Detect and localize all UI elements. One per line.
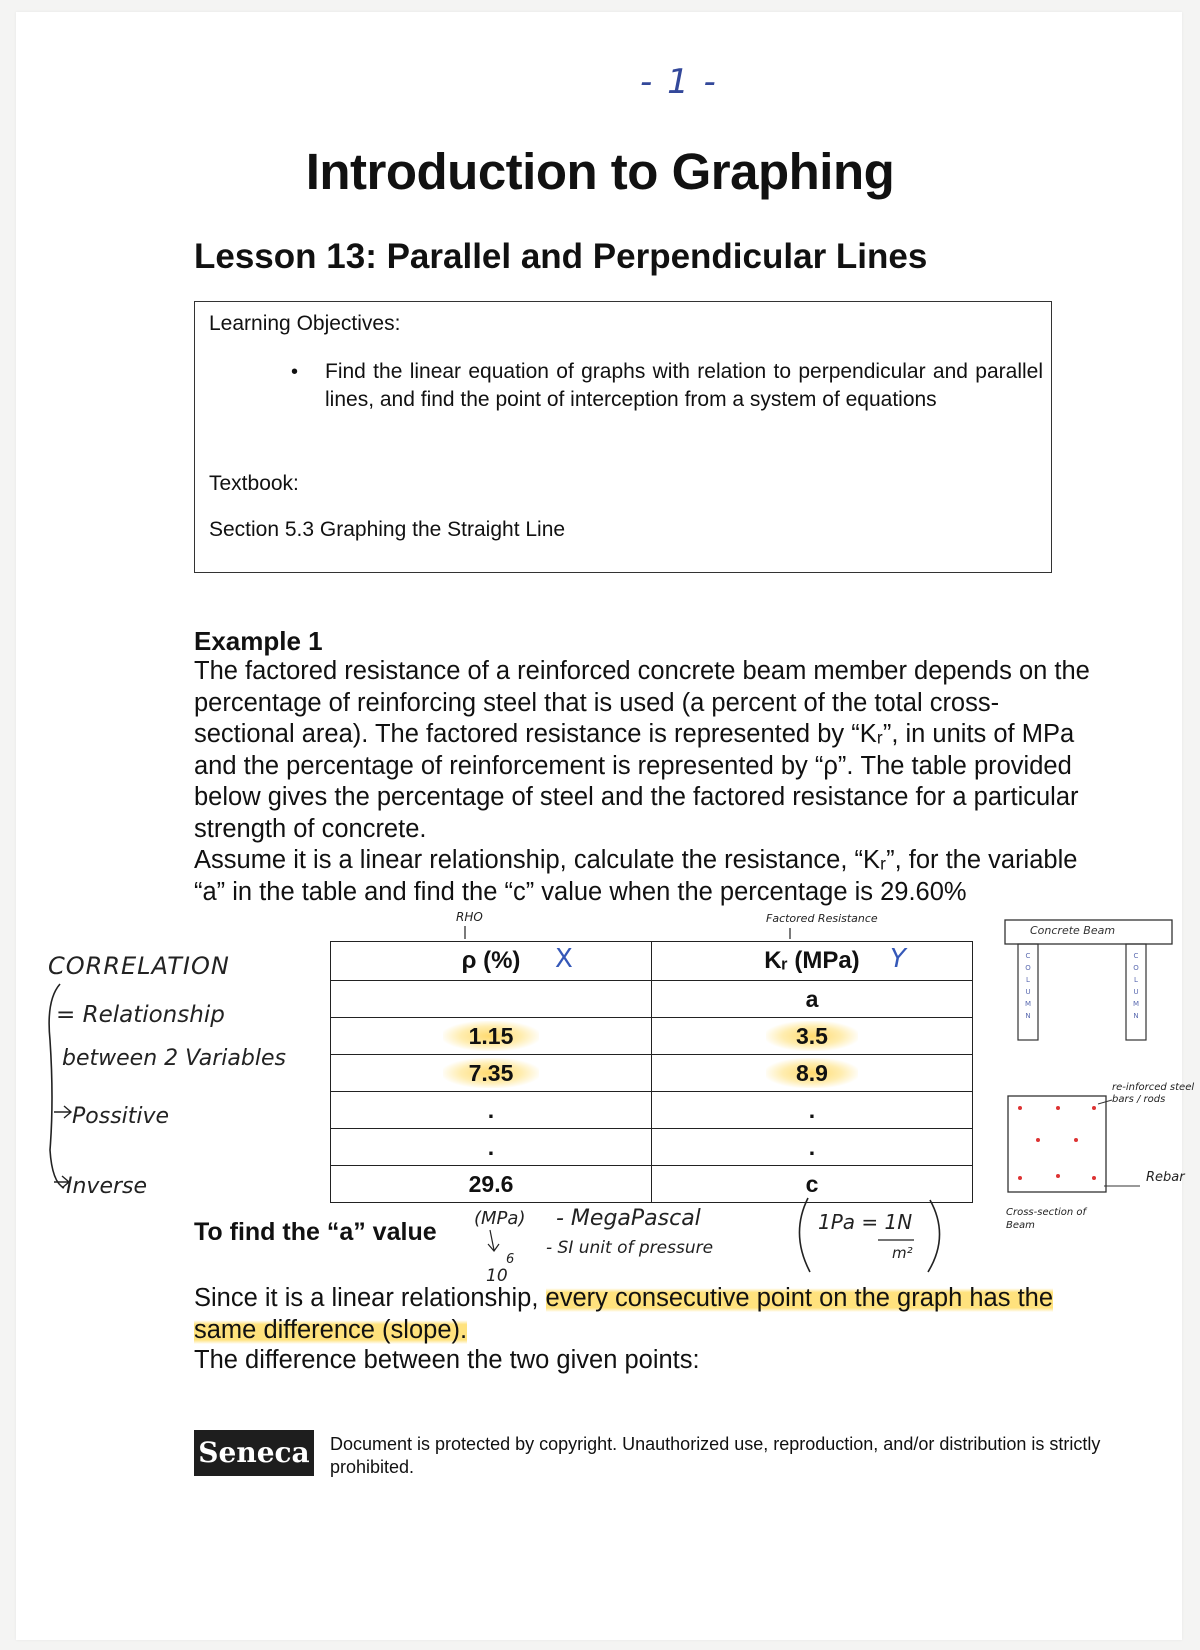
header-kr: Kᵣ (MPa)	[652, 942, 973, 981]
handwritten-correlation: CORRELATION	[48, 952, 230, 980]
lesson-heading: Lesson 13: Parallel and Perpendicular Lines	[194, 237, 928, 276]
highlighted-value: 1.15	[443, 1021, 540, 1051]
arrow-icon	[54, 1106, 71, 1118]
table-cell: .	[331, 1092, 652, 1129]
example-task: Assume it is a linear relationship, calculate the resistance, “Kᵣ”, for the variable “a” in the table and find the “c” value when the percentage is 29.60%	[194, 846, 1078, 906]
textbook-heading: Textbook:	[209, 472, 299, 495]
difference-line: The difference between the two given points:	[194, 1346, 700, 1374]
objective-text: Find the linear equation of graphs with relation to perpendicular and parallel lines, and find the point of interception from a system of equations	[325, 360, 1043, 411]
handwritten-beam-title: Concrete Beam	[1030, 924, 1116, 937]
handwritten-rebar: Rebar	[1146, 1170, 1185, 1185]
column-right-letter: U	[1133, 988, 1139, 996]
column-left-letter: L	[1026, 976, 1030, 984]
bullet-icon: •	[291, 361, 299, 383]
column-right-letter: L	[1134, 976, 1138, 984]
example-title: Example 1	[194, 626, 323, 656]
right-paren	[928, 1200, 940, 1272]
copyright-notice: Document is protected by copyright. Unauthorized use, reproduction, and/or distribution is strictly prohibited.	[330, 1434, 1101, 1477]
column-left-letter: M	[1024, 1000, 1032, 1008]
handwritten-exponent: 6	[506, 1252, 515, 1267]
beam-sketch	[1005, 920, 1172, 944]
handwritten-si-unit: - SI unit of pressure	[546, 1238, 714, 1258]
column-right-label: C	[1133, 952, 1139, 960]
handwritten-pascal-definition: 1Pa = 1N	[818, 1210, 913, 1234]
rebar-pointer	[1098, 1100, 1112, 1104]
handwritten-megapascal: - MegaPascal	[556, 1206, 701, 1231]
column-left-label: C	[1025, 952, 1031, 960]
column-left-letter: N	[1025, 1012, 1031, 1020]
find-a-heading: To find the “a” value	[194, 1218, 437, 1246]
handwritten-positive: Possitive	[72, 1104, 170, 1129]
textbook-section: Section 5.3 Graphing the Straight Line	[209, 518, 566, 541]
table-cell: c	[652, 1166, 973, 1203]
column-right-letter: M	[1132, 1000, 1140, 1008]
since-plain: Since it is a linear relationship,	[194, 1284, 546, 1312]
handwritten-ten: 10	[486, 1266, 508, 1286]
column-right-letter: O	[1133, 964, 1139, 972]
document-title: Introduction to Graphing	[305, 143, 895, 200]
handwritten-cross-section: Cross-section of Beam	[1006, 1207, 1087, 1231]
since-highlight: every consecutive point on the graph has the same difference (slope).	[194, 1284, 1054, 1344]
correlation-bracket	[49, 984, 64, 1188]
rebar-dots	[1018, 1106, 1096, 1180]
seneca-logo: Seneca	[194, 1430, 314, 1476]
highlighted-value: 7.35	[443, 1058, 540, 1088]
handwritten-x-mark: X	[555, 944, 573, 974]
highlighted-value: 8.9	[766, 1058, 858, 1088]
left-paren	[799, 1198, 810, 1272]
arrow-icon	[488, 1230, 499, 1251]
handwritten-relationship: = Relationship	[56, 1002, 225, 1028]
column-left-letter: O	[1025, 964, 1031, 972]
column-left-letter: U	[1025, 988, 1031, 996]
table-cell: .	[652, 1129, 973, 1166]
handwritten-rho-label: RHO	[456, 910, 483, 924]
handwritten-between: between 2 Variables	[62, 1046, 286, 1071]
table-cell: 29.6	[331, 1166, 652, 1203]
handwritten-y-mark: Y	[890, 944, 906, 974]
handwritten-inverse: Inverse	[66, 1174, 148, 1199]
example-description: The factored resistance of a reinforced concrete beam member depends on the percentage of reinforcing steel that is used (a percent of the total cross-sectional area). The factored resistance is represented by “Kᵣ”, in units of MPa and the percentage of reinforcement is represented by “ρ”. The table provided below gives the percentage of steel and the factored resistance for a particular strength of concrete.	[194, 657, 1090, 843]
table-cell: .	[652, 1092, 973, 1129]
handwritten-rebar-bars: re-inforced steel bars / rods	[1112, 1082, 1195, 1105]
handwritten-kr-label: Factored Resistance	[766, 912, 878, 925]
column-right-letter: N	[1133, 1012, 1139, 1020]
page-number: - 1 -	[640, 62, 718, 102]
handwritten-pascal-denominator: m²	[892, 1244, 913, 1262]
objectives-heading: Learning Objectives:	[209, 312, 401, 335]
table-cell: a	[652, 981, 973, 1018]
handwritten-mpa: (MPa)	[474, 1208, 526, 1229]
header-rho: ρ (%)	[331, 942, 652, 981]
table-cell: .	[331, 1129, 652, 1166]
highlighted-value: 3.5	[766, 1021, 858, 1051]
